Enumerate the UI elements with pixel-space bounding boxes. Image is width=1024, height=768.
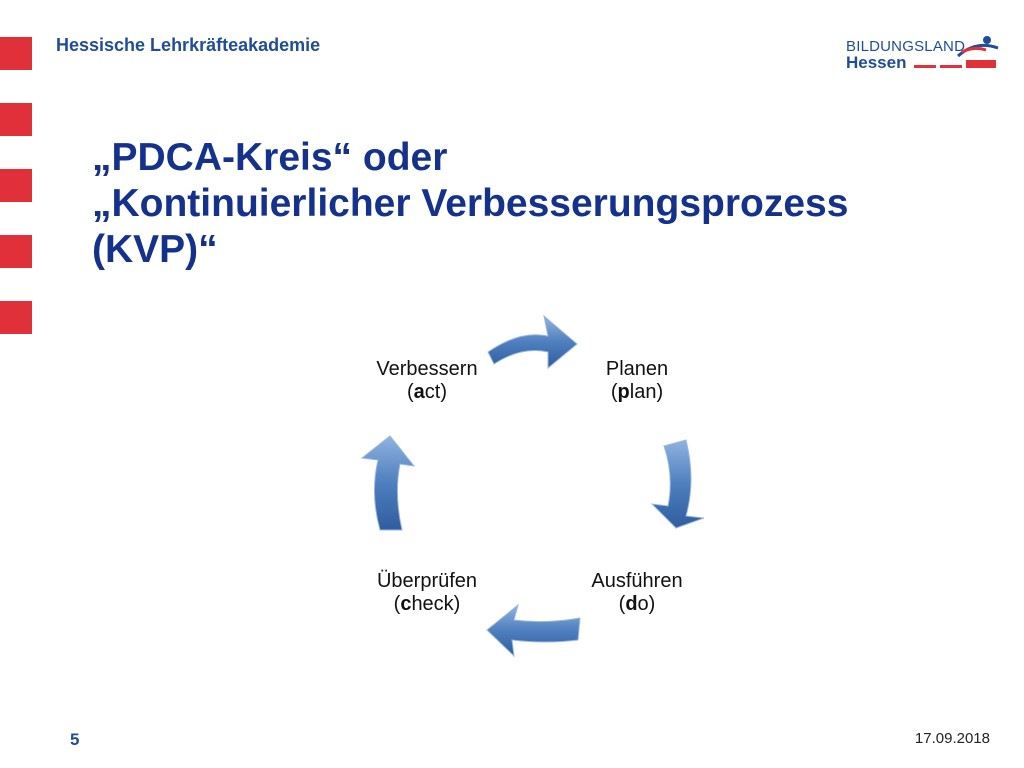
step-do: [562, 570, 712, 616]
title-line1: „PDCA-Kreis“ oder: [92, 136, 448, 179]
step-act-keyword: (act): [406, 381, 447, 403]
arrow-check-to-act-icon: [362, 436, 414, 530]
step-check-name: Überprüfen: [376, 570, 478, 592]
step-plan-keyword: (plan): [610, 381, 664, 403]
slide-date: 17.09.2018: [914, 730, 990, 747]
step-check-keyword: (check): [393, 593, 461, 615]
arrow-plan-to-do-icon: [652, 440, 704, 528]
step-plan-name: Planen: [605, 358, 669, 380]
organization-name: Hessische Lehrkräfteakademie: [56, 35, 321, 55]
step-do-keyword: (do): [618, 593, 656, 615]
logo-line2: Hessen: [846, 53, 907, 72]
logo-line1: BILDUNGSLAND: [846, 38, 966, 55]
step-check: [352, 570, 502, 616]
step-do-name: Ausführen: [591, 570, 683, 592]
step-act-name: Verbessern: [376, 358, 478, 380]
step-plan: [562, 358, 712, 404]
title-line2: „Kontinuierlicher Verbesserungsprozess: [92, 182, 849, 225]
page-number: 5: [70, 730, 80, 749]
title-line3: (KVP)“: [92, 228, 218, 271]
step-act: [352, 358, 502, 404]
